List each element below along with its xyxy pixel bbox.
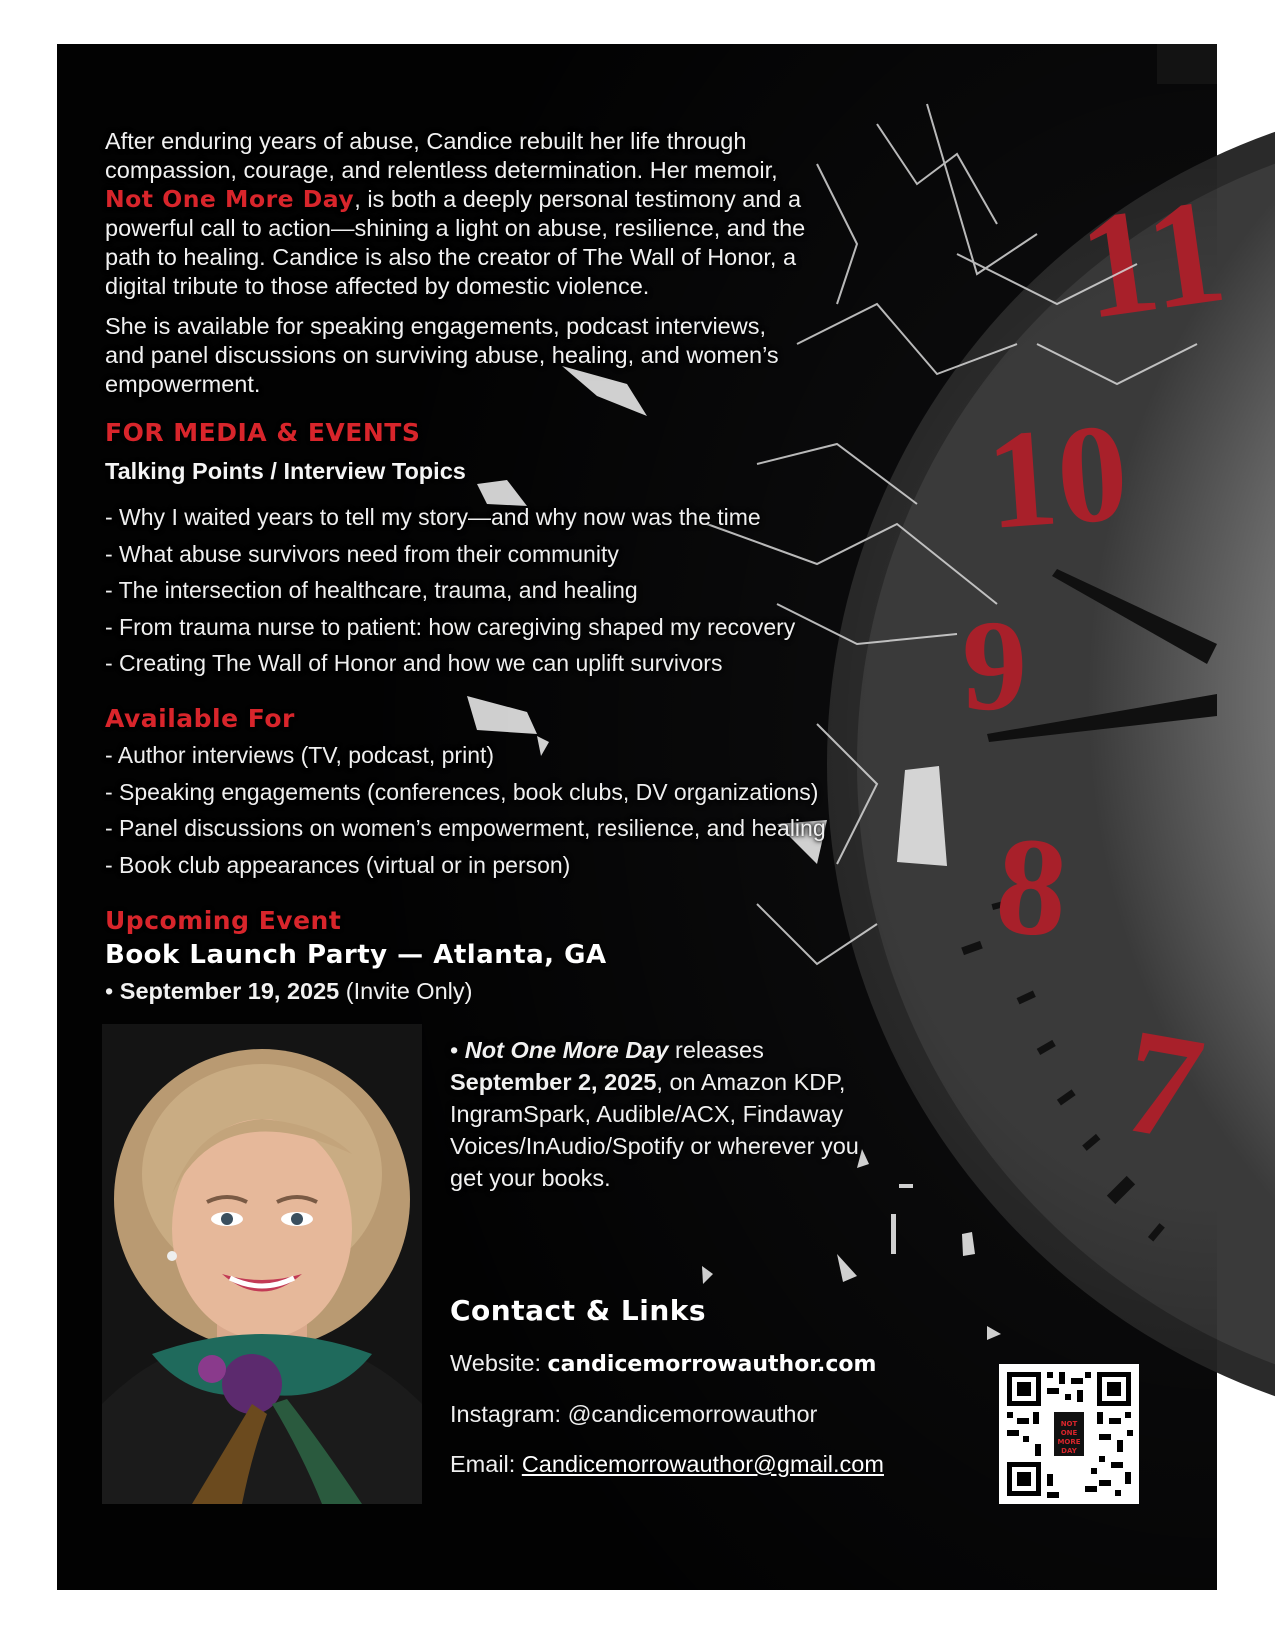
event-note: (Invite Only) (345, 978, 473, 1004)
clock-numeral-7: 7 (1111, 996, 1214, 1174)
talking-points-list (105, 504, 795, 687)
list-item: - Creating The Wall of Honor and how we can uplift survivors (105, 650, 723, 676)
list-item: - Panel discussions on women’s empowerment, resilience, and healing (105, 815, 826, 841)
event-date: September 19, 2025 (119, 978, 340, 1004)
release-date: September 2, 2025 (450, 1069, 657, 1095)
svg-text:DAY: DAY (1061, 1447, 1077, 1455)
flyer-sheet (57, 44, 1235, 1590)
contact-heading: Contact & Links (450, 1294, 707, 1327)
intro-paragraph: After enduring years of abuse, Candice rebuilt her life through compassion, courage, and relentless determination. Her memoir, Not One More Day, is both a deeply personal testimony and a powerful call to action—shining a light on abuse, resilience, and the path to healing. Candice is also the creator of The Wall of Honor, a digital tribute to those affected by domestic violence. (105, 128, 806, 299)
list-item: - Book club appearances (virtual or in person) (105, 851, 571, 878)
svg-text:ONE: ONE (1060, 1429, 1078, 1437)
instagram-link[interactable]: @candicemorrowauthor (567, 1401, 818, 1427)
list-item: - What abuse survivors need from their community (105, 540, 619, 567)
event-date-line: • September 19, 2025 (Invite Only) (105, 978, 473, 1004)
clock-numeral-9: 9 (962, 594, 1027, 738)
list-item: - Why I waited years to tell my story—and why now was the time (105, 504, 761, 530)
available-for-heading: Available For (105, 704, 295, 733)
website-line: Website: candicemorrowauthor.com (450, 1350, 877, 1377)
clock-numeral-11: 11 (1070, 166, 1235, 352)
availability-paragraph: She is available for speaking engagements, podcast interviews, and panel discussions on surviving abuse, healing, and women’s empowerment. (105, 313, 779, 397)
list-item: - Author interviews (TV, podcast, print) (105, 742, 495, 768)
clock-numeral-8: 8 (991, 807, 1073, 967)
upcoming-event-heading: Upcoming Event (105, 906, 342, 935)
email-line: Email: Candicemorrowauthor@gmail.com (450, 1451, 884, 1477)
flyer-content (57, 44, 1217, 1590)
author-portrait (102, 1024, 422, 1504)
event-title: Book Launch Party — Atlanta, GA (105, 940, 607, 970)
list-item: - The intersection of healthcare, trauma, and healing (105, 577, 638, 603)
clock-numeral-10: 10 (981, 394, 1133, 559)
release-book-title: Not One More Day (464, 1037, 669, 1063)
instagram-line: Instagram: @candicemorrowauthor (450, 1401, 818, 1427)
book-title-highlight: Not One More Day (105, 185, 355, 213)
media-events-heading: FOR MEDIA & EVENTS (105, 418, 421, 447)
talking-points-subheading: Talking Points / Interview Topics (105, 458, 466, 484)
list-item: - From trauma nurse to patient: how caregiving shaped my recovery (105, 613, 796, 640)
available-for-list (105, 742, 826, 888)
release-info: • Not One More Day releases September 2, 2025, on Amazon KDP, IngramSpark, Audible/ACX, Findaway Voices/InAudio/Spotify or wherever you get your books. (450, 1037, 859, 1191)
svg-text:NOT: NOT (1060, 1420, 1078, 1428)
list-item: - Speaking engagements (conferences, book clubs, DV organizations) (105, 778, 819, 805)
svg-text:MORE: MORE (1057, 1438, 1081, 1446)
email-link[interactable]: Candicemorrowauthor@gmail.com (521, 1451, 884, 1477)
qr-code[interactable] (999, 1364, 1139, 1504)
website-link[interactable]: candicemorrowauthor.com (547, 1352, 877, 1377)
